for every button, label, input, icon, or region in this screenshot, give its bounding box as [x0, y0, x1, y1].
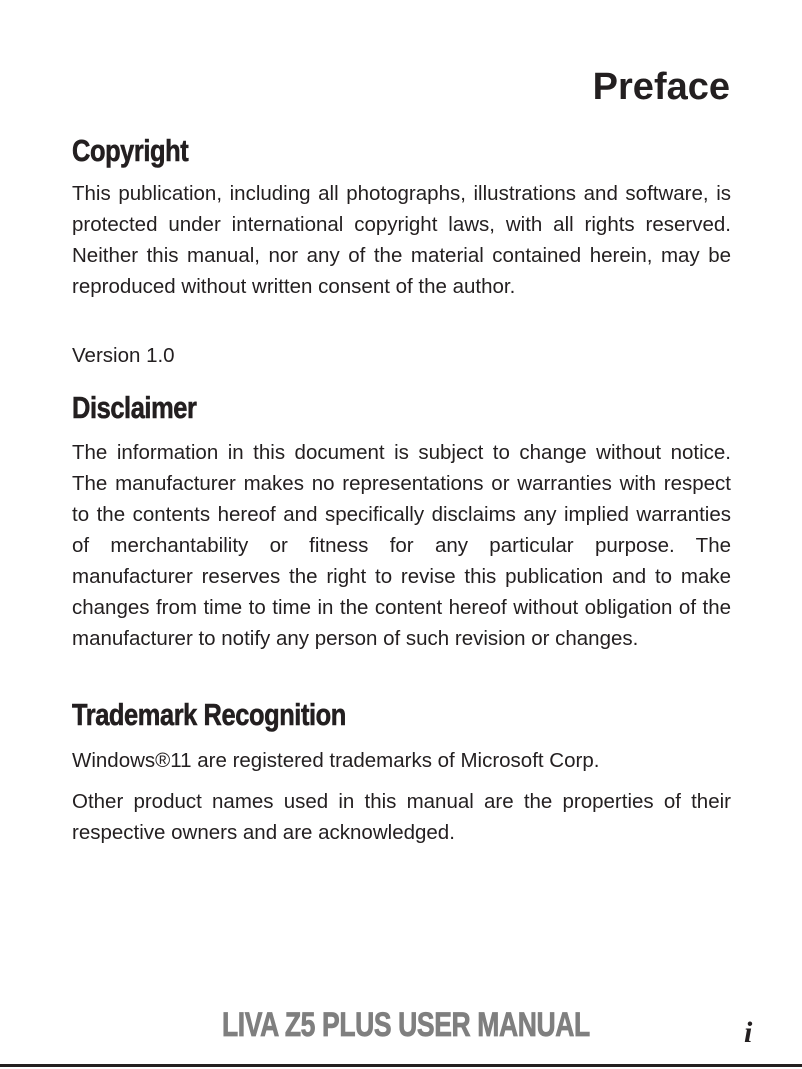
disclaimer-paragraph: The information in this document is subject to change without notice. The manufacturer makes no representations or warranties with respect to the contents hereof and specifically disclaims any implied warranties of merchantability or fitness for any particular purpose. The manufacturer reserves the right to revise this publication and to make changes from time to time in the content hereof without obligation of the manufacturer to notify any person of such revision or changes. — [72, 441, 731, 650]
trademark-paragraph-windows: Windows®11 are registered trademarks of Microsoft Corp. — [72, 749, 600, 772]
footer-manual-title: LIVA Z5 PLUS USER MANUAL — [222, 1006, 590, 1044]
copyright-paragraph: This publication, including all photographs, illustrations and software, is protected under international copyright laws, with all rights reserved. Neither this manual, nor any of the material contained herein, may be reproduced without written consent of the author. — [72, 182, 731, 298]
page-title: Preface — [592, 66, 730, 108]
page-number: i — [744, 1016, 753, 1049]
section-heading-copyright: Copyright — [72, 133, 189, 168]
section-heading-disclaimer: Disclaimer — [72, 390, 197, 425]
version-text: Version 1.0 — [72, 344, 175, 367]
footer-divider — [0, 1064, 802, 1067]
trademark-paragraph-other: Other product names used in this manual are the properties of their respective owners and are acknowledged. — [72, 790, 731, 844]
section-heading-trademark: Trademark Recognition — [72, 697, 346, 732]
